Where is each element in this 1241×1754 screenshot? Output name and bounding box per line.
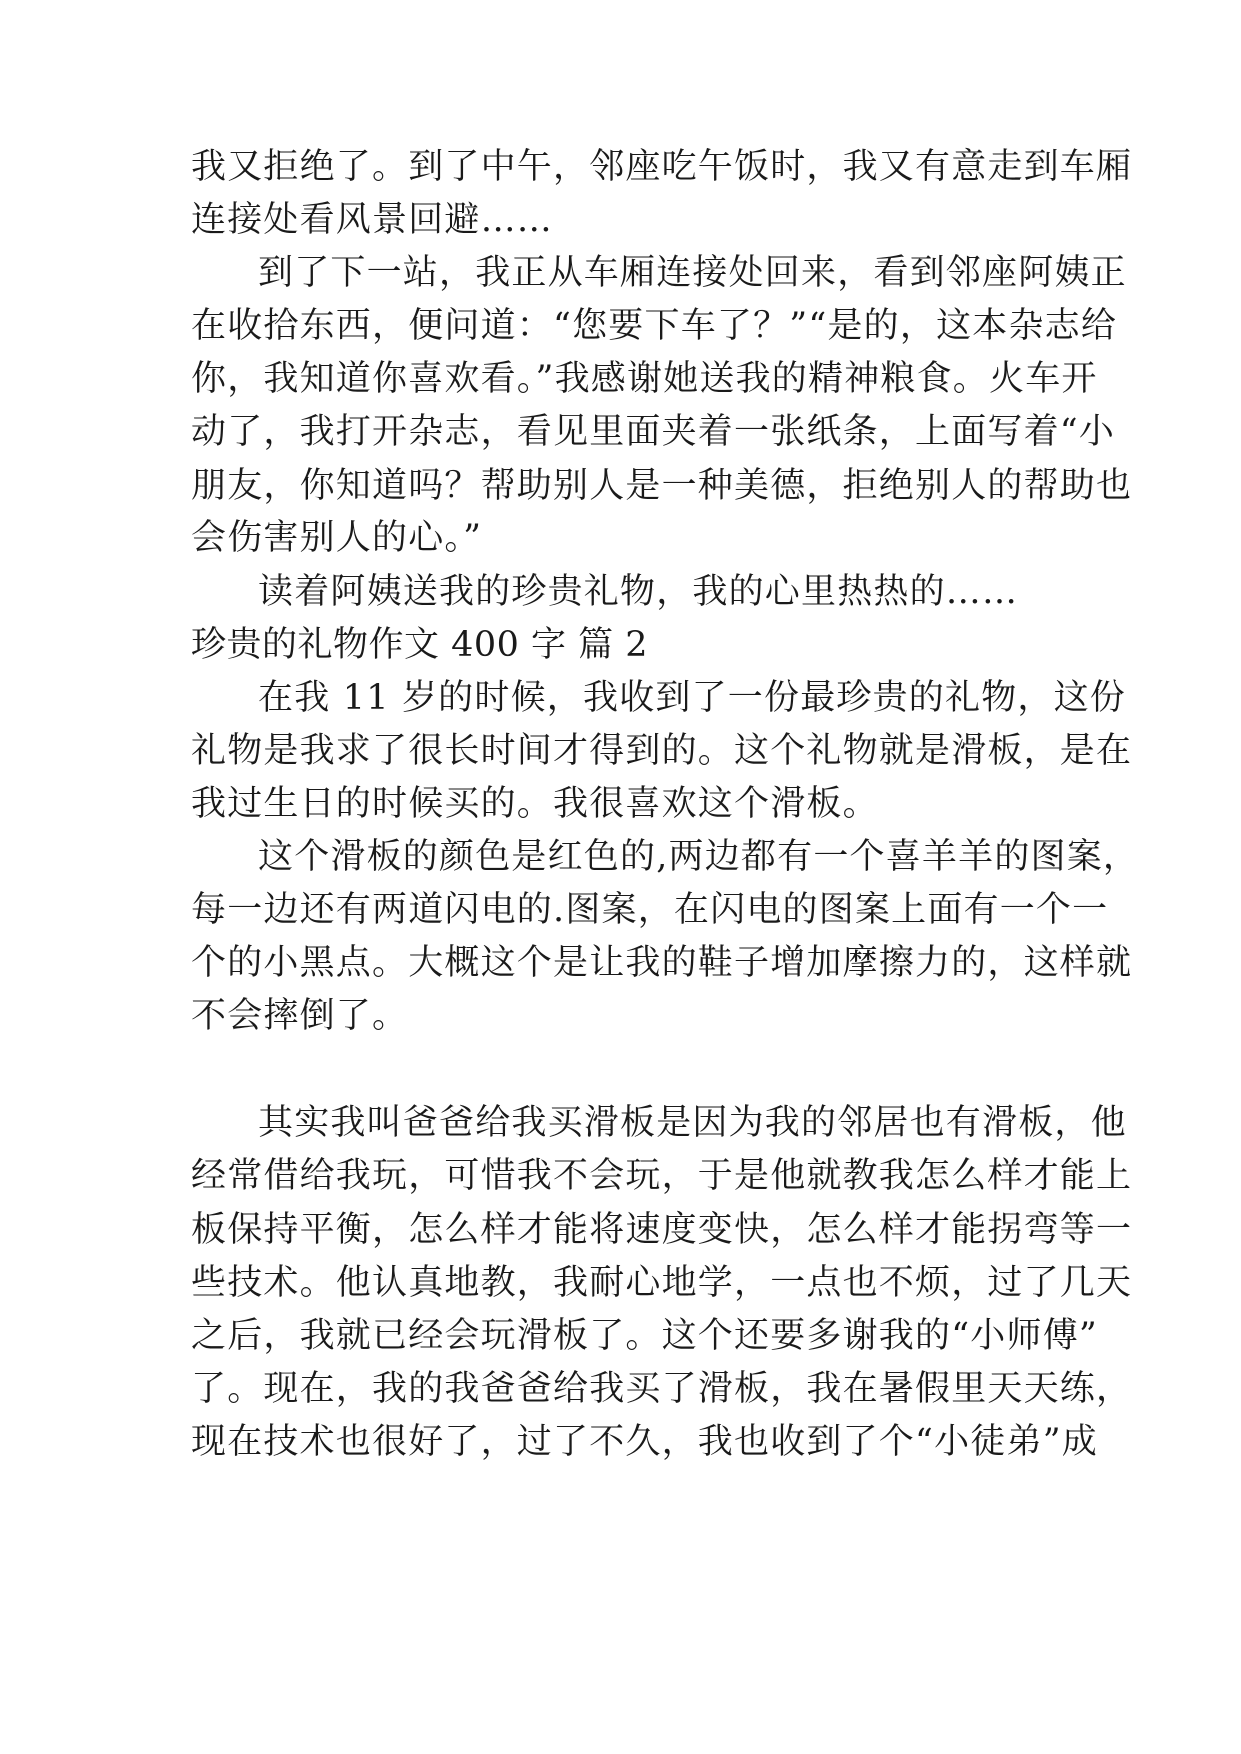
text-line: 朋友，你知道吗？帮助别人是一种美德，拒绝别人的帮助也 xyxy=(191,466,1133,506)
text-line: 礼物是我求了很长时间才得到的。这个礼物就是滑板，是在 xyxy=(191,731,1133,771)
section-heading: 珍贵的礼物作文 400 字 篇 2 xyxy=(191,625,649,665)
text-line: 会伤害别人的心。” xyxy=(191,518,483,558)
text-line: 个的小黑点。大概这个是让我的鞋子增加摩擦力的，这样就 xyxy=(191,943,1133,983)
text-line: 动了，我打开杂志，看见里面夹着一张纸条，上面写着“小 xyxy=(191,412,1116,452)
text-line: 我过生日的时候买的。我很喜欢这个滑板。 xyxy=(191,784,879,824)
text-line: 你，我知道你喜欢看。”我感谢她送我的精神粮食。火车开 xyxy=(191,359,1098,399)
text-line: 连接处看风景回避…… xyxy=(191,200,554,240)
text-line: 在收拾东西，便问道：“您要下车了？”“是的，这本杂志给 xyxy=(191,306,1118,346)
text-line: 些技术。他认真地教，我耐心地学，一点也不烦，过了几天 xyxy=(191,1263,1133,1303)
text-line: 了。现在，我的我爸爸给我买了滑板，我在暑假里天天练， xyxy=(191,1369,1133,1409)
text-line: 每一边还有两道闪电的.图案，在闪电的图案上面有一个一 xyxy=(191,890,1109,930)
text-line: 到了下一站，我正从车厢连接处回来，看到邻座阿姨正 xyxy=(258,253,1127,293)
text-line: 经常借给我玩，可惜我不会玩，于是他就教我怎么样才能上 xyxy=(191,1156,1133,1196)
text-line: 之后，我就已经会玩滑板了。这个还要多谢我的“小师傅” xyxy=(191,1316,1098,1356)
text-line: 现在技术也很好了，过了不久，我也收到了个“小徒弟”成 xyxy=(191,1422,1098,1462)
text-line: 这个滑板的颜色是红色的,两边都有一个喜羊羊的图案， xyxy=(258,837,1140,877)
text-line: 不会摔倒了。 xyxy=(191,996,409,1036)
text-line: 读着阿姨送我的珍贵礼物，我的心里热热的…… xyxy=(258,572,1019,612)
text-line: 板保持平衡，怎么样才能将速度变快，怎么样才能拐弯等一 xyxy=(191,1210,1133,1250)
text-line: 在我 11 岁的时候，我收到了一份最珍贵的礼物，这份 xyxy=(258,678,1126,718)
text-line: 我又拒绝了。到了中午，邻座吃午饭时，我又有意走到车厢 xyxy=(191,147,1133,187)
text-line: 其实我叫爸爸给我买滑板是因为我的邻居也有滑板，他 xyxy=(258,1103,1127,1143)
